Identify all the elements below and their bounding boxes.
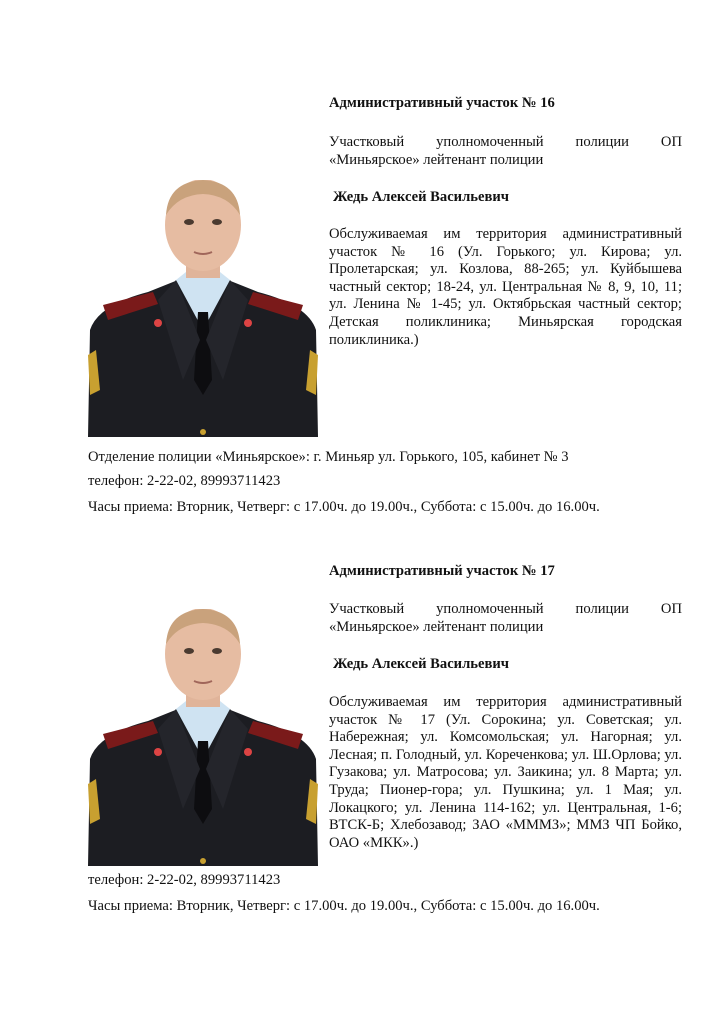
phone: телефон: 2-22-02, 89993711423: [88, 473, 281, 489]
section-title: Административный участок № 17: [329, 563, 555, 579]
officer-position: Участковый уполномоченный полиции ОП «Миньярское» лейтенант полиции: [329, 134, 682, 168]
officer-name: Жедь Алексей Васильевич: [333, 656, 509, 672]
officer-photo: [88, 609, 318, 866]
reception-hours: Часы приема: Вторник, Четверг: с 17.00ч. до 19.00ч., Суббота: с 15.00ч. до 16.00ч.: [88, 898, 600, 914]
office-address: Отделение полиции «Миньярское»: г. Миньяр ул. Горького, 105, кабинет № 3: [88, 449, 569, 465]
territory-description: Обслуживаемая им территория административный участок № 16 (Ул. Горького; ул. Кирова; ул. Пролетарская; ул. Козлова, 88-265; ул. Куйбышева частный сектор; 18-24, ул. Центральная № 8, 9, 10, 11; ул. Ленина № 1-45; ул. Октябрьская частный сектор; Детская поликлиника; Миньярская городская поликлиника.): [329, 226, 682, 348]
territory-description: Обслуживаемая им территория административный участок № 17 (Ул. Сорокина; ул. Советская; ул. Набережная; ул. Комсомольская; ул. Нагорная; ул. Лесная; п. Голодный, ул. Кореченкова; ул. Ш.Орлова; ул. Гузакова; ул. Матросова; ул. Заикина; ул. 8 Марта; ул. Труда; Пионер-гора; ул. Пушкина; ул. 1 Мая; ул. Локацкого; ул. Ленина 114-162; ул. Центральная, 1-6; ВТСК-Б; Хлебозавод; ЗАО «МММЗ»; ММЗ ЧП Бойко, ОАО «МКК».): [329, 694, 682, 851]
officer-photo: [88, 180, 318, 437]
section-title: Административный участок № 16: [329, 95, 555, 111]
officer-name: Жедь Алексей Васильевич: [333, 189, 509, 205]
phone: телефон: 2-22-02, 89993711423: [88, 872, 281, 888]
reception-hours: Часы приема: Вторник, Четверг: с 17.00ч. до 19.00ч., Суббота: с 15.00ч. до 16.00ч.: [88, 499, 600, 515]
officer-position: Участковый уполномоченный полиции ОП «Миньярское» лейтенант полиции: [329, 601, 682, 635]
